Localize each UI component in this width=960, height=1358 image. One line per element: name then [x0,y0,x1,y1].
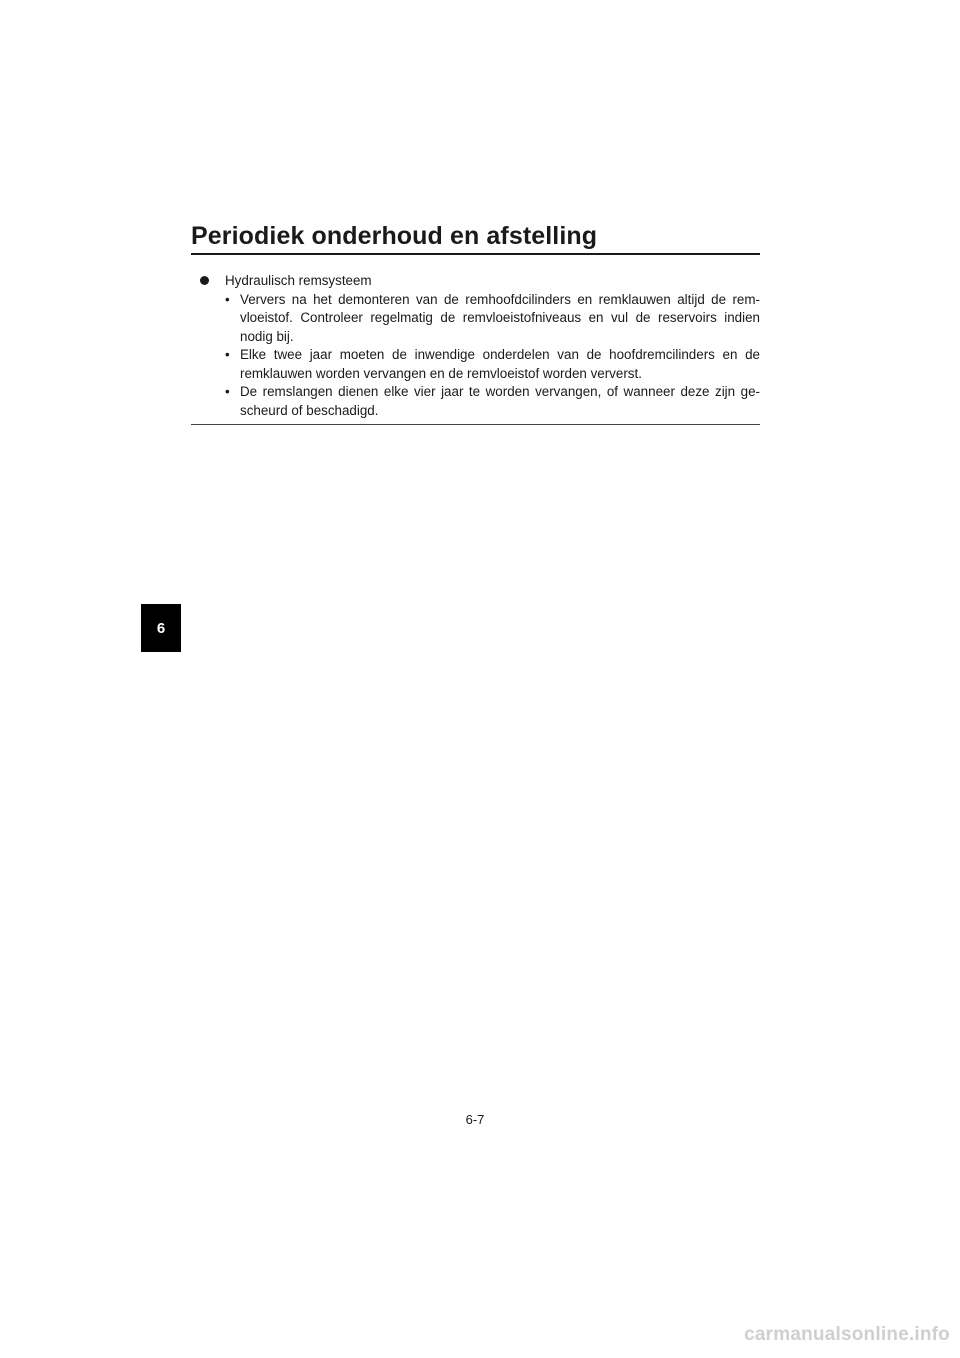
content-section [191,272,760,420]
list-item-text: De remslangen dienen elke vier jaar te worden vervangen, of wanneer deze zijn ge-scheurd of beschadigd. [240,384,760,418]
bullet-icon: • [225,291,230,307]
list-item [191,383,760,420]
sub-list [191,291,760,421]
title-divider [191,253,760,255]
section-end-divider [191,424,760,425]
bullet-icon: • [225,347,230,362]
list-item [191,346,760,383]
chapter-tab [141,604,181,652]
chapter-number: 6 [156,619,166,637]
watermark: carmanualsonline.info [744,1324,950,1345]
list-item [191,291,760,347]
section-heading [191,272,760,291]
page-title: Periodiek onderhoud en afstelling [191,222,598,250]
bullet-icon: • [225,384,230,399]
page-number: 6-7 [465,1112,485,1127]
disc-icon [200,276,209,285]
list-item-text: Elke twee jaar moeten de inwendige onderdelen van de hoofdremcilinders en de remklauwen worden vervangen en de remvloeistof worden ververst. [240,347,760,381]
list-item-text: Ververs na het demonteren van de remhoofdcilinders en remklauwen altijd de rem-vloeistof. Controleer regelmatig de remvloeistofniveaus en vul de reservoirs indien nodig bij. [240,291,760,344]
section-heading-text: Hydraulisch remsysteem [225,273,372,288]
